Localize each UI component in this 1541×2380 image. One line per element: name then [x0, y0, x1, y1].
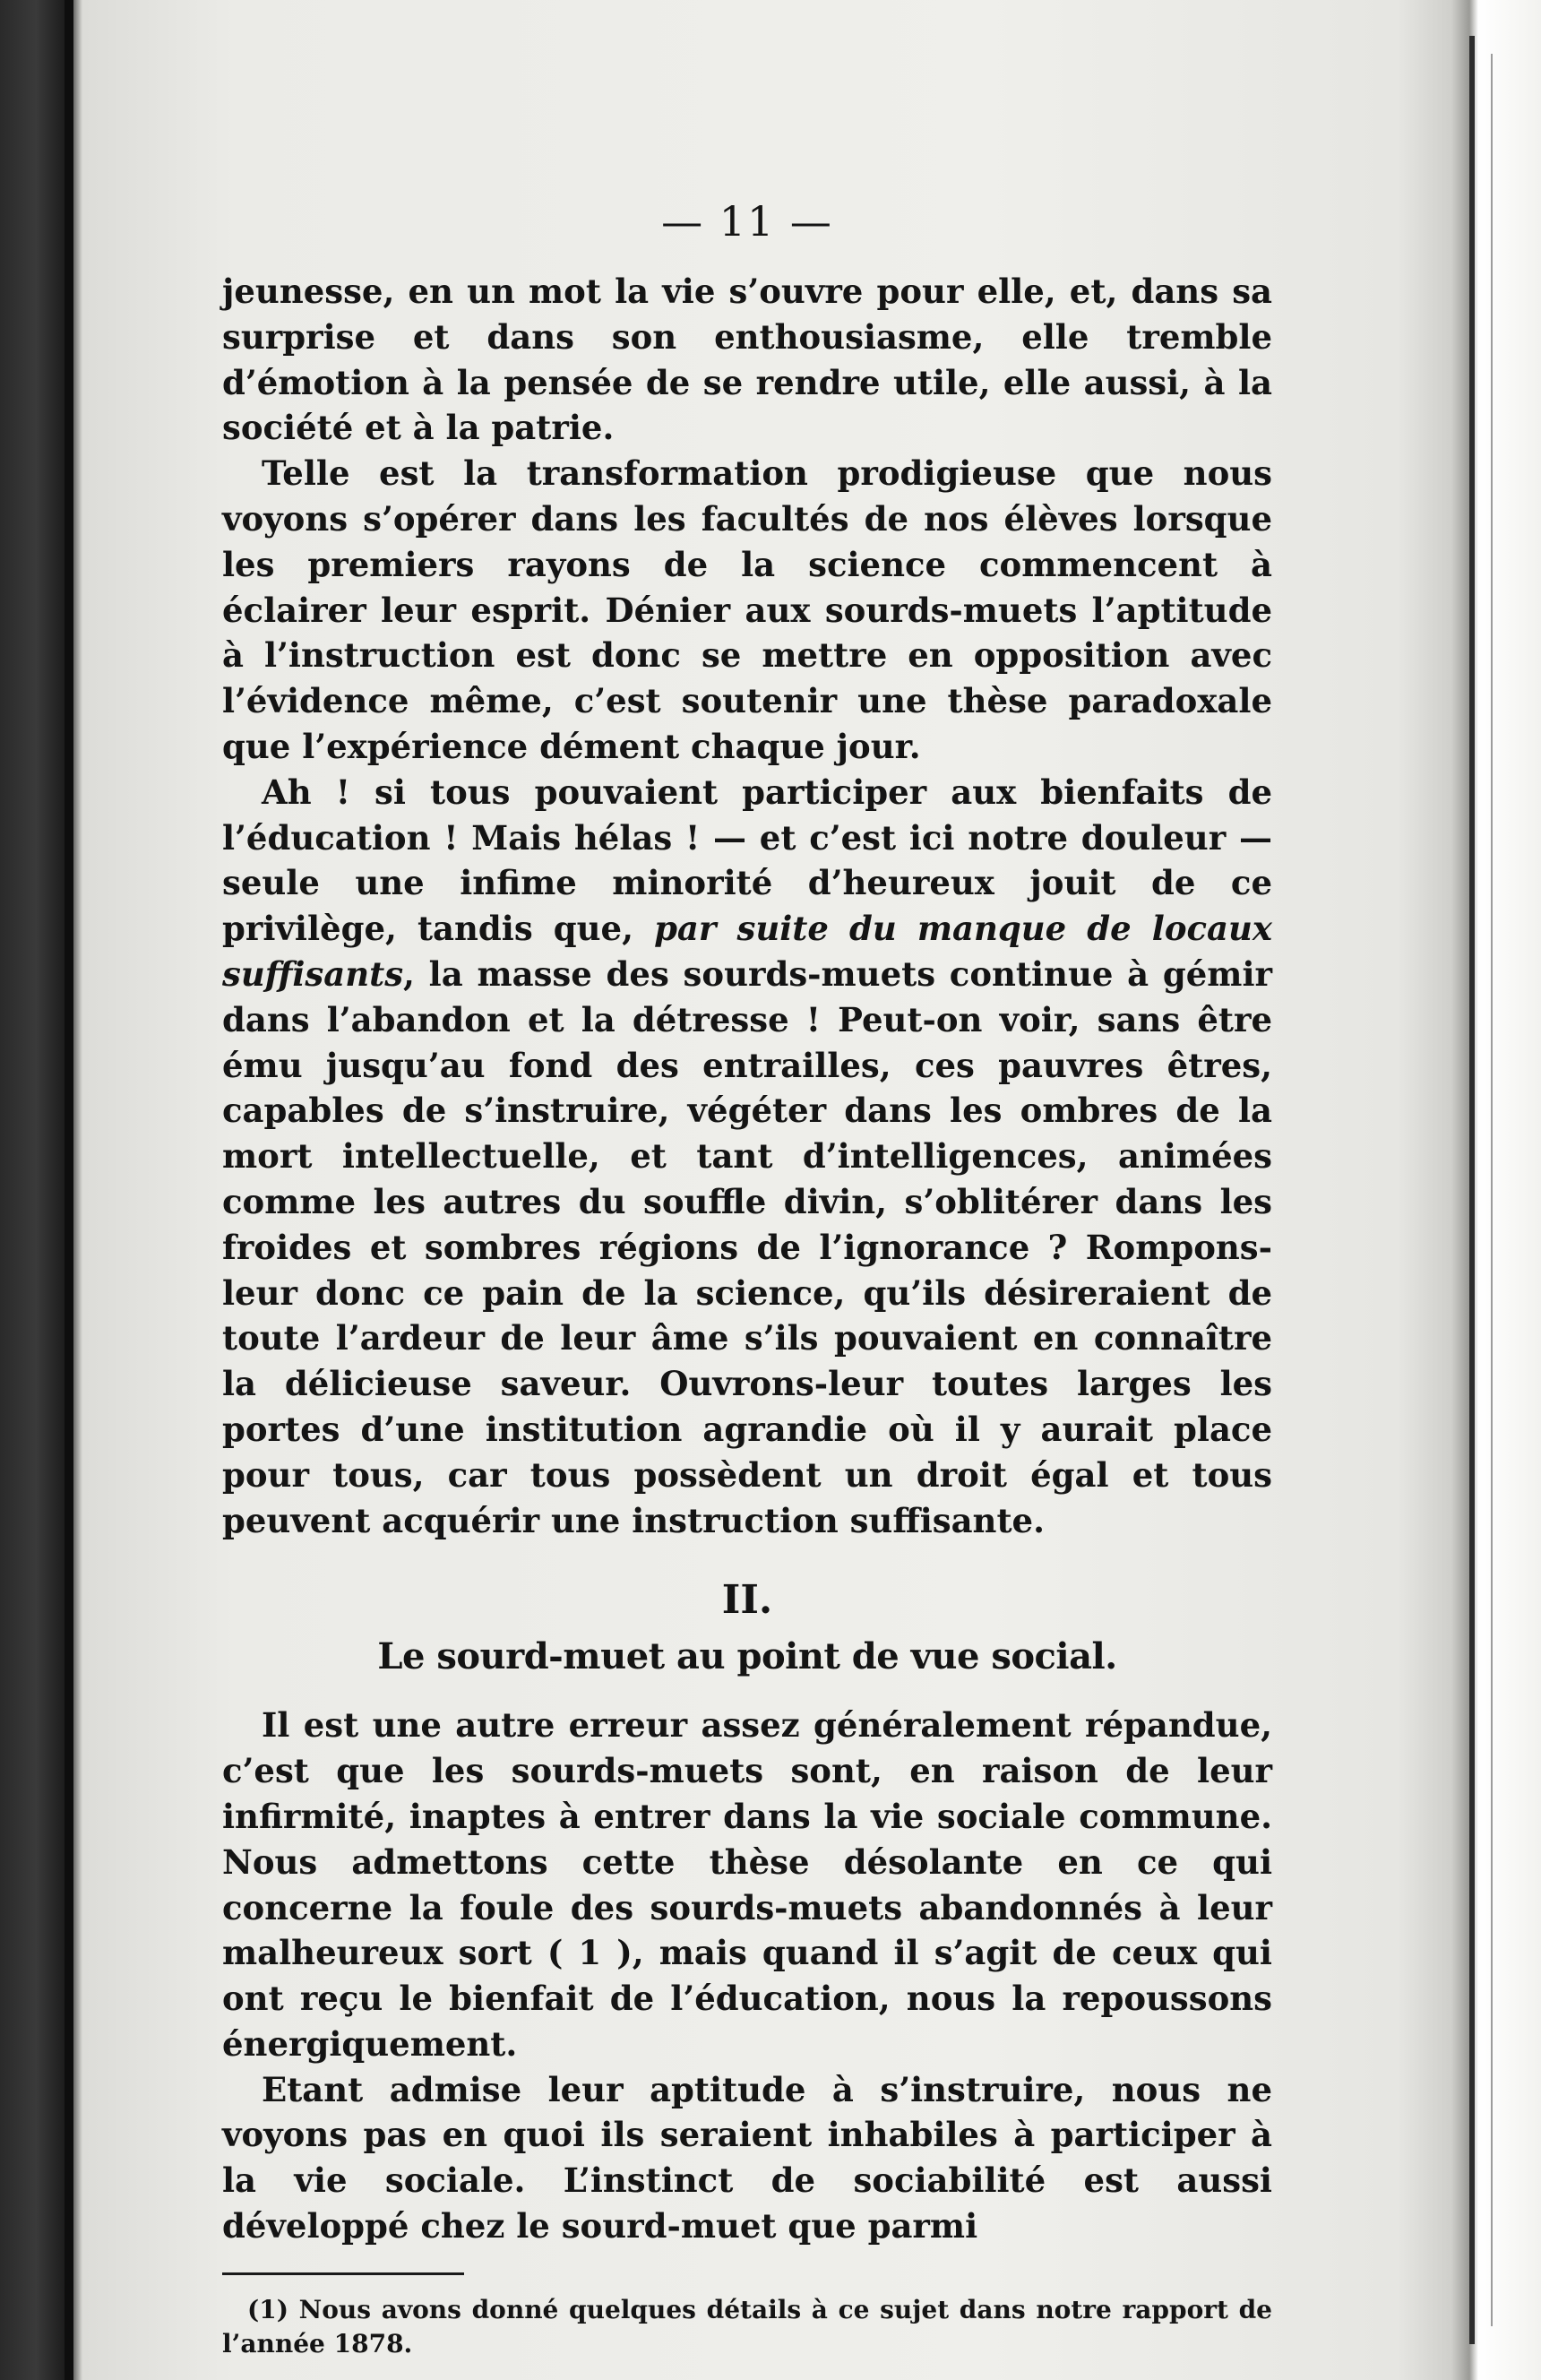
- paragraph-3: [222, 770, 1272, 1544]
- book-spine-shadow: [1469, 36, 1475, 2344]
- paragraph-3-italic: par suite du manque de locaux suffisants: [222, 909, 1272, 994]
- paragraph-1: jeunesse, en un mot la vie s’ouvre pour elle, et, dans sa surprise et dans son enthousiasme, elle tremble d’émotion à la pensée de se rendre utile, elle aussi, à la société et à la patrie.: [222, 272, 1272, 448]
- page-content: [222, 197, 1272, 2361]
- section-heading: Le sourd-muet au point de vue social.: [377, 1635, 1117, 1678]
- paragraph-2: Telle est la transformation prodigieuse que nous voyons s’opérer dans les facultés de nos élèves lorsque les premiers rayons de la science commencent à éclairer leur esprit. Dénier aux sourds-muets l’aptitude à l’instruction est donc se mettre en opposition avec l’évidence même, c’est soutenir une thèse paradoxale que l’expérience dément chaque jour.: [222, 453, 1272, 766]
- left-page-edge: [65, 0, 73, 2380]
- page-number: — 11 —: [661, 197, 833, 246]
- book-spine-line: [1491, 54, 1493, 2326]
- footnote-rule: [222, 2272, 464, 2275]
- paragraph-4: Il est une autre erreur assez généralement répandue, c’est que les sourds-muets sont, en raison de leur infirmité, inaptes à entrer dans la vie sociale commune. Nous admettons cette thèse désolante en ce qui concerne la foule des sourds-muets abandonnés à leur malheureux sort ( 1 ), mais quand il s’agit de ceux qui ont reçu le bienfait de l’éducation, nous la repoussons énergiquement.: [222, 1705, 1272, 2064]
- paragraph-3-part-2: , la masse des sourds-muets continue à gémir dans l’abandon et la détresse ! Peut-on voir, sans être ému jusqu’au fond des entrailles, ces pauvres êtres, capables de s’instruire, végéter dans les ombres de la mort intellectuelle, et tant d’intelligences, animées comme les autres du souffle divin, s’oblitérer dans les froides et sombres régions de l’ignorance ? Rompons-leur donc ce pain de la science, qu’ils désireraient de toute l’ardeur de leur âme s’ils pouvaient en connaître la délicieuse saveur. Ouvrons-leur toutes larges les portes d’une institution agrandie où il y aurait place pour tous, car tous possèdent un droit égal et tous peuvent acquérir une instruction suffisante.: [222, 953, 1272, 1540]
- section-numeral: II.: [721, 1577, 773, 1624]
- paragraph-3-part-1: Ah ! si tous pouvaient participer aux bienfaits de l’éducation ! Mais hélas ! — et c’est ici notre douleur — seule une infime minorité d’heureux jouit de ce privilège, tandis que,: [222, 772, 1272, 949]
- paragraph-5: Etant admise leur aptitude à s’instruire, nous ne voyons pas en quoi ils seraient inhabiles à participer à la vie sociale. L’instinct de sociabilité est aussi développé chez le sourd-muet que parmi: [222, 2069, 1272, 2246]
- footnote: (1) Nous avons donné quelques détails à ce sujet dans notre rapport de l’année 1878.: [222, 2294, 1272, 2358]
